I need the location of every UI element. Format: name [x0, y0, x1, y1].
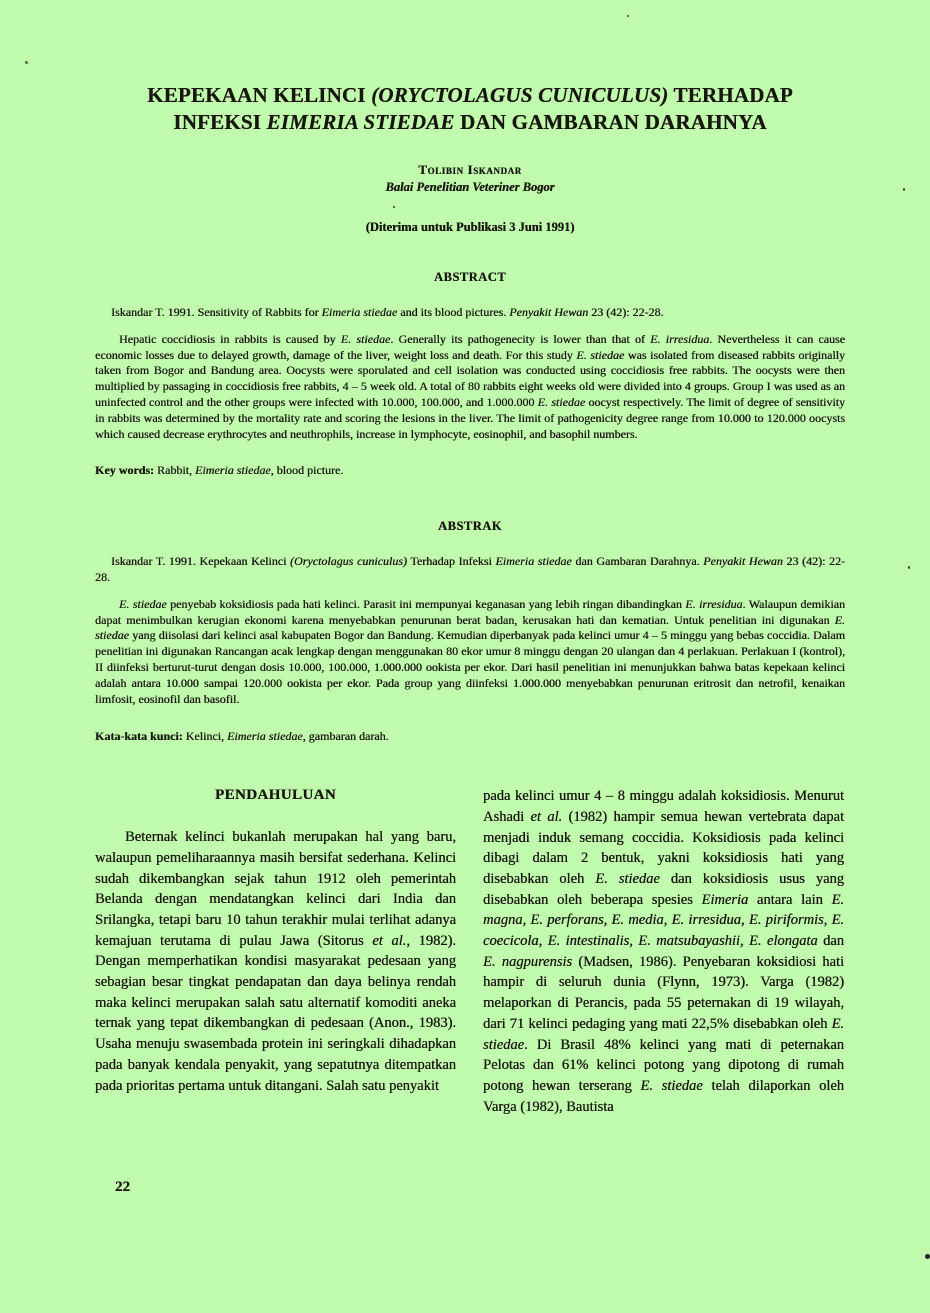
scan-speck	[627, 15, 629, 17]
author-affiliation: Balai Penelitian Veteriner Bogor	[385, 180, 555, 194]
received-note: (Diterima untuk Publikasi 3 Juni 1991)	[365, 220, 575, 234]
pendahuluan-heading: PENDAHULUAN	[214, 787, 337, 804]
abstract-citation: Iskandar T. 1991. Sensitivity of Rabbits for Eimeria stiedae and its blood pictures. Penyakit Hewan 23 (42): 22-28.	[111, 305, 664, 319]
scan-speck	[903, 188, 905, 191]
abstract-heading: ABSTRACT	[433, 270, 507, 284]
page-content	[95, 0, 845, 1117]
right-column	[483, 785, 844, 1117]
abstrak-heading: ABSTRAK	[438, 519, 502, 534]
article-title	[95, 82, 845, 136]
scan-speck	[25, 61, 28, 64]
abstract-keywords: Key words: Rabbit, Eimeria stiedae, blood picture.	[95, 463, 344, 478]
scan-speck	[908, 566, 910, 569]
abstrak-keywords: Kata-kata kunci: Kelinci, Eimeria stiedae, gambaran darah.	[95, 729, 389, 744]
article-title-line-2: INFEKSI EIMERIA STIEDAE DAN GAMBARAN DARAHNYA	[173, 110, 767, 134]
left-column	[95, 785, 456, 1117]
author-name: Tolibin Iskandar	[418, 162, 522, 177]
article-title-line-1: KEPEKAAN KELINCI (ORYCTOLAGUS CUNICULUS) TERHADAP	[147, 83, 793, 107]
two-column-section	[95, 785, 845, 1117]
intro-paragraph-left: Beternak kelinci bukanlah merupakan hal yang baru, walaupun pemeliharaannya masih bersifat sederhana. Kelinci sudah dikembangkan sejak tahun 1912 oleh pemerintah Belanda dengan mendatangkan kelinci dari India dan Srilangka, tetapi baru 10 tahun terakhir mulai terlihat adanya kemajuan terutama di pulau Jawa (Sitorus et al., 1982). Dengan memperhatikan kondisi masyarakat pedesaan yang sebagian besar tingkat pendapatan dan daya belinya rendah maka kelinci merupakan salah satu alternatif komoditi aneka ternak yang tepat dikembangkan di pedesaan (Anon., 1983). Usaha menuju swasembada protein ini seringkali dihadapkan pada banyak kendala penyakit, yang sepatutnya ditempatkan pada prioritas pertama untuk ditangani. Salah satu penyakit	[95, 829, 456, 1094]
abstrak-body: E. stiedae penyebab koksidiosis pada hati kelinci. Parasit ini mempunyai keganasan yang lebih ringan dibandingkan E. irresidua. Walaupun demikian dapat menimbulkan kerugian ekonomi karena menyebabkan penurunan berat badan, kerusakan hati dan kematian. Untuk penelitian ini digunakan E. stiedae yang diisolasi dari kelinci asal kabupaten Bogor dan Bandung. Kemudian diperbanyak pada kelinci umur 4 – 5 minggu yang bebas coccidia. Dalam penelitian ini digunakan Rancangan acak lengkap dengan menggunakan 80 ekor umur 8 minggu dengan 20 ulangan dan 4 perlakuan. Perlakuan I (kontrol), II diinfeksi berturut-turut dengan dosis 10.000, 100.000, 1.000.000 ookista per ekor. Dari hasil penelitian ini menunjukkan bahwa batas kepekaan kelinci adalah antara 10.000 sampai 120.000 ookista per ekor. Pada group yang diinfeksi 1.000.000 menyebabkan penurunan eritrosit dan netrofil, kenaikan limfosit, eosinofil dan basofil.	[95, 596, 846, 706]
intro-paragraph-right: pada kelinci umur 4 – 8 minggu adalah koksidiosis. Menurut Ashadi et al. (1982) hampir semua hewan vertebrata dapat menjadi induk semang coccidia. Koksidiosis pada kelinci dibagi dalam 2 bentuk, yakni koksidiosis hati yang disebabkan oleh E. stiedae dan koksidiosis usus yang disebabkan oleh beberapa spesies Eimeria antara lain E. magna, E. perforans, E. media, E. irresidua, E. piriformis, E. coecicola, E. intestinalis, E. matsubayashii, E. elongata dan E. nagpurensis (Madsen, 1986). Penyebaran koksidiosi hati hampir di seluruh dunia (Flynn, 1973). Varga (1982) melaporkan di Perancis, pada 55 peternakan di 19 wilayah, dari 71 kelinci pedaging yang mati 22,5% disebabkan oleh E. stiedae. Di Brasil 48% kelinci yang mati di peternakan Pelotas dan 61% kelinci potong yang dipotong di rumah potong hewan terserang E. stiedae telah dilaporkan oleh Varga (1982), Bautista	[483, 788, 845, 1115]
abstrak-citation: Iskandar T. 1991. Kepekaan Kelinci (Oryctolagus cuniculus) Terhadap Infeksi Eimeria stiedae dan Gambaran Darahnya. Penyakit Hewan 23 (42): 22-28.	[95, 554, 845, 584]
scan-speck	[393, 206, 395, 208]
page-number: 22	[115, 1179, 130, 1195]
scan-speck	[925, 1254, 930, 1259]
abstract-body: Hepatic coccidiosis in rabbits is caused by E. stiedae. Generally its pathogenecity is lower than that of E. irresidua. Nevertheless it can cause economic losses due to delayed growth, damage of the liver, weight loss and death. For this study E. stiedae was isolated from diseased rabbits originally taken from Bogor and Bandung area. Oocysts were sporulated and cell isolation was conducted using coccidiosis free rabbits. The oocysts were then multiplied by passaging in coccidiosis free rabbits, 4 – 5 week old. A total of 80 rabbits eight weeks old were divided into 4 groups. Group I was used as an uninfected control and the other groups were infected with 10.000, 100.000, and 1.000.000 E. stiedae oocyst respectively. The limit of degree of sensitivity in rabbits was determined by the mortality rate and scoring the lesions in the liver. The limit of pathogenicity degree range from 10.000 to 120.000 oocysts which caused decrease erythrocytes and neuthrophils, increase in lymphocyte, eosinophil, and basophil numbers.	[95, 331, 846, 441]
